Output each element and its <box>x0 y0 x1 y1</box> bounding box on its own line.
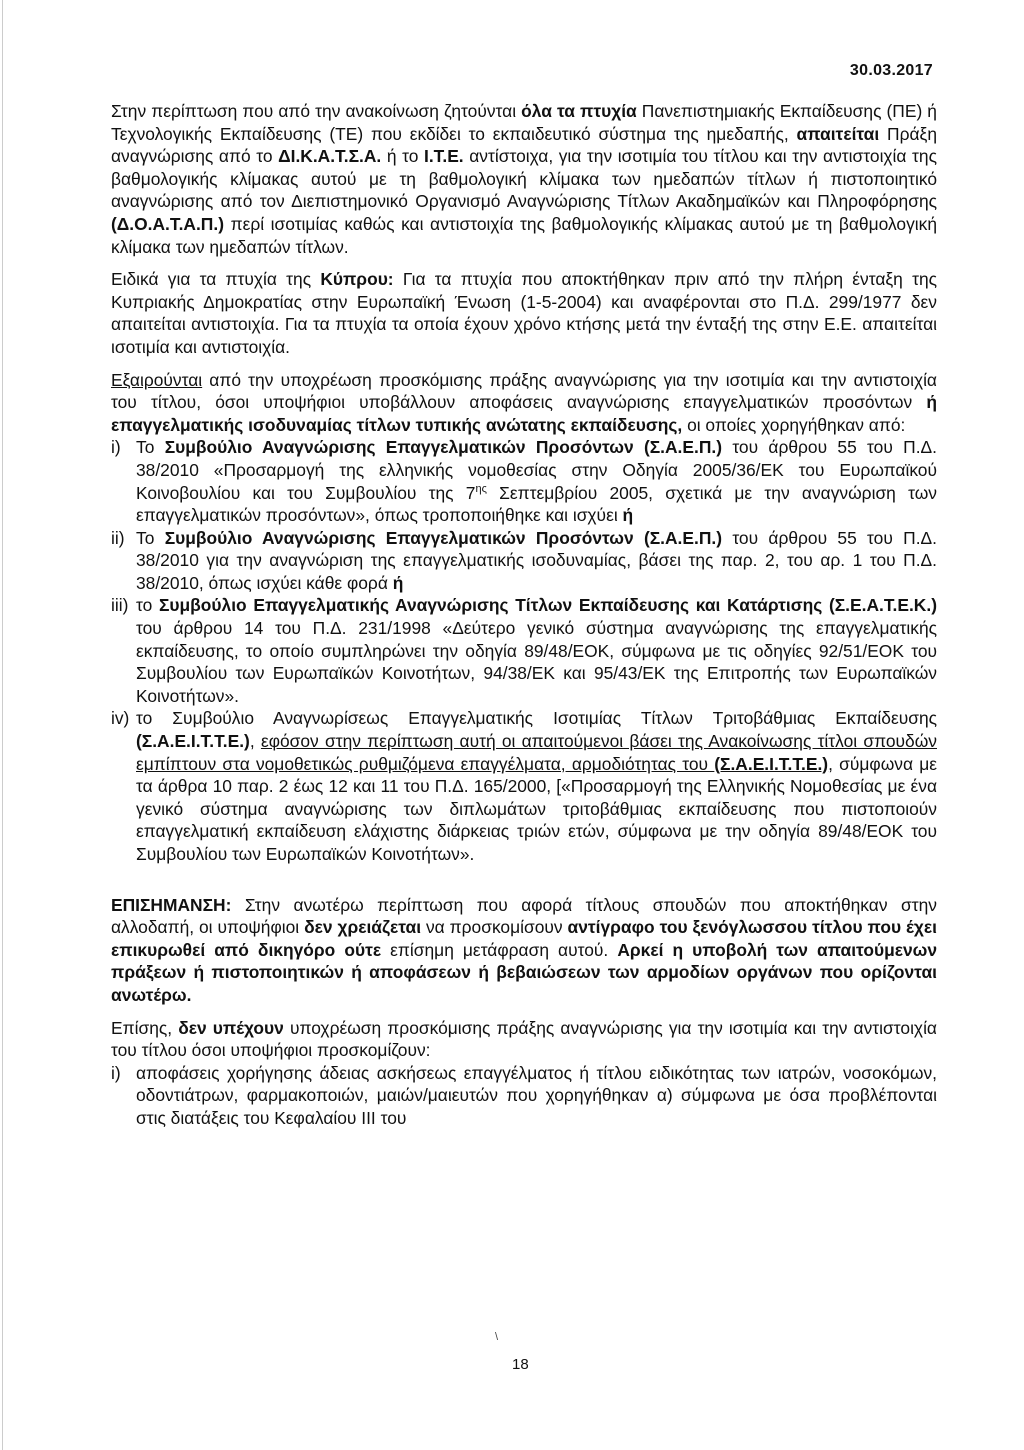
list-item-body <box>136 436 937 526</box>
bold-run: Συμβούλιο Επαγγελματικής Αναγνώρισης Τίτλων Εκπαίδευσης και Κατάρτισης (Σ.Ε.Α.Τ.Ε.Κ.) <box>158 595 937 616</box>
text-run: Ειδικά για τα πτυχία της <box>111 269 321 290</box>
underlined-run: Εξαιρούνται <box>111 369 203 390</box>
bold-run: Ι.Τ.Ε. <box>424 146 464 167</box>
list-marker: i) <box>111 437 121 458</box>
text-run: το <box>136 595 159 616</box>
bold-run: ΔΙ.Κ.Α.Τ.Σ.Α. <box>278 146 382 167</box>
underlined-run: εφόσον στην περίπτωση αυτή οι απαιτούμενοι βάσει της Ανακοίνωσης τίτλοι σπουδών εμπίπτουν στα νομοθετικώς ρυθμιζόμενα επαγγέλματα, αρμοδιότητας του <box>136 731 937 774</box>
scan-edge-line <box>2 0 3 1450</box>
text-run: του άρθρου 55 του Π.Δ. 38/2010 «Προσαρμογή της ελληνικής νομοθεσίας στην Οδηγία 2005/36/ΕΚ του Ευρωπαϊκού Κοινοβουλίου και του Συμβουλίου της 7 <box>136 437 937 503</box>
text-run: Το <box>136 527 165 548</box>
text-run: περί ισοτιμίας καθώς και αντιστοιχία της βαθμολογικής κλίμακας αυτού με τη βαθμολογική κλίμακα των ημεδαπών τίτλων. <box>111 213 937 257</box>
paragraph-also-exempt <box>111 1017 937 1062</box>
text-run: Επίσης, <box>111 1017 179 1038</box>
list-item-body <box>136 707 937 865</box>
list-marker: i) <box>111 1062 121 1083</box>
page-number: 18 <box>512 1356 529 1373</box>
text-run: οι οποίες χορηγήθηκαν από: <box>682 414 906 435</box>
text-run: το Συμβούλιο Αναγνωρίσεως Επαγγελματικής Ισοτιμίας Τίτλων Τριτοβάθμιας Εκπαίδευσης <box>136 708 937 729</box>
text-run: Στην περίπτωση που από την ανακοίνωση ζητούνται <box>111 101 522 121</box>
text-run: Για τα πτυχία που αποκτήθηκαν πριν από την πλήρη ένταξη της Κυπριακής Δημοκρατίας στην Ευρωπαϊκή Ένωση (1-5-2004) και αναφέρονται στο Π.Δ. 299/1977 δεν απαιτείται αντιστοιχία. Για τα πτυχία τα οποία έχουν χρόνο κτήσης μετά την ένταξή της στην Ε.Ε. απαιτείται ισοτιμία και αντιστοιχία. <box>111 269 937 357</box>
bold-run: (Δ.Ο.Α.Τ.Α.Π.) <box>111 213 224 234</box>
underlined-run: , <box>828 753 833 774</box>
paragraph-exemptions <box>111 369 937 437</box>
text-run: υποχρέωση προσκόμισης πράξης αναγνώρισης για την ισοτιμία και την αντιστοιχία του τίτλου όσοι υποψήφιοι προσκομίζουν: <box>111 1017 937 1061</box>
notice-heading: ΕΠΙΣΗΜΑΝΣΗ: <box>111 894 232 915</box>
text-run: Πανεπιστημιακής Εκπαίδευσης (ΠΕ) ή Τεχνολογικής Εκπαίδευσης (ΤΕ) που εκδίδει το εκπαιδευτικό σύστημα της ημεδαπής, <box>111 101 937 144</box>
list-item-body <box>136 527 937 595</box>
text-run: ή το <box>381 146 424 167</box>
bold-run: ή <box>392 572 404 593</box>
bold-run: δεν χρειάζεται <box>304 917 422 938</box>
bold-run: αντίγραφο του ξενόγλωσσου τίτλου που έχει επικυρωθεί από δικηγόρο ούτε <box>111 917 937 960</box>
text-run: Πράξη αναγνώρισης από το <box>111 123 937 167</box>
text-run: του άρθρου 14 του Π.Δ. 231/1998 «Δεύτερο γενικό σύστημα αναγνώρισης της επαγγελματικής εκπαίδευσης, το οποίο συμπληρώνει την οδηγία 89/48/ΕΟΚ, σύμφωνα με τις οδηγίες 92/51/ΕΟΚ του Συμβουλίου των Ευρωπαϊκών Κοινοτήτων, 94/38/ΕΚ και 95/43/ΕΚ της Επιτροπής των Ευρωπαϊκών Κοινοτήτων». <box>136 618 937 706</box>
text-run: Στην ανωτέρω περίπτωση που αφορά τίτλους σπουδών που αποκτήθηκαν στην αλλοδαπή, οι υποψήφιοι <box>111 894 937 938</box>
bold-run: Συμβούλιο Αναγνώρισης Επαγγελματικών Προσόντων (Σ.Α.Ε.Π.) <box>164 527 723 548</box>
paragraph-cyprus-degrees <box>111 268 937 358</box>
list-item-i <box>111 436 937 526</box>
bold-run: δεν υπέχουν <box>178 1017 284 1038</box>
superscript: ης <box>475 482 487 495</box>
bold-run: όλα τα πτυχία <box>521 101 637 121</box>
document-body <box>111 100 937 1130</box>
list-marker: iii) <box>111 595 129 616</box>
text-run: από την υποχρέωση προσκόμισης πράξης αναγνώρισης για την ισοτιμία και την αντιστοιχία του τίτλου, όσοι υποψήφιοι υποβάλλουν αποφάσεις αναγνώρισης επαγγελματικών προσόντων <box>111 369 937 413</box>
text-run: Το <box>136 437 165 458</box>
list-item-body: αποφάσεις χορήγησης άδειας ασκήσεως επαγγέλματος ή τίτλου ειδικότητας των ιατρών, νοσοκόμων, οδοντιάτρων, φαρμακοποιών, μαιών/μαιευτών που χορηγήθηκαν α) σύμφωνα με όσα προβλέπονται στις διατάξεις του Κεφαλαίου ΙΙΙ του <box>136 1062 937 1128</box>
list-item-iii <box>111 594 937 707</box>
list-item-body <box>136 594 937 707</box>
list-marker: iv) <box>111 708 130 729</box>
text-run: να προσκομίσουν <box>421 917 568 938</box>
page-date: 30.03.2017 <box>849 62 933 79</box>
text-run: επίσημη μετάφραση αυτού. <box>381 939 618 960</box>
text-run: , <box>249 731 261 752</box>
bold-run: ή επαγγελματικής ισοδυναμίας τίτλων τυπικής ανώτατης εκπαίδευσης, <box>111 392 937 435</box>
list-item-medical-licences <box>111 1062 937 1130</box>
list-item-iv <box>111 707 937 865</box>
bold-run: (Σ.Α.Ε.Ι.Τ.Τ.Ε.) <box>136 731 250 752</box>
bold-run: Αρκεί η υποβολή των απαιτούμενων πράξεων ή πιστοποιητικών ή αποφάσεων ή βεβαιώσεων των αρμοδίων οργάνων που ορίζονται ανωτέρω. <box>111 939 937 1005</box>
text-run: Σεπτεμβρίου 2005, σχετικά με την αναγνώριση των επαγγελματικών προσόντων», όπως τροποποιήθηκε και ισχύει <box>136 482 937 526</box>
text-run: σύμφωνα με τα άρθρα 10 παρ. 2 έως 12 και 11 του Π.Δ. 165/2000, [«Προσαρμογή της Ελληνικής Νομοθεσίας με ένα γενικό σύστημα αναγνώρισης των διπλωμάτων τριτοβάθμιας εκπαίδευσης που πιστοποιούν επαγγελματική εκπαίδευση ελάχιστης διάρκειας τριών ετών, σύμφωνα με την οδηγία 89/48/ΕΟΚ του Συμβουλίου των Ευρωπαϊκών Κοινοτήτων». <box>136 753 937 864</box>
scan-mark: \ <box>495 1331 499 1343</box>
paragraph-degrees-recognition <box>111 100 937 258</box>
bold-run: απαιτείται <box>796 123 880 144</box>
list-item-ii <box>111 527 937 595</box>
text-run: αντίστοιχα, για την ισοτιμία του τίτλου και την αντιστοιχία της βαθμολογικής κλίμακας αυτού με τη βαθμολογική κλίμακα των ημεδαπών τίτλων ή πιστοποιητικό αναγνώρισης από τον Διεπιστημονικό Οργανισμό Αναγνώρισης Τίτλων Ακαδημαϊκών και Πληροφόρησης <box>111 146 937 212</box>
bold-run: Κύπρου: <box>320 269 394 290</box>
bold-run: ή <box>622 505 634 526</box>
paragraph-notice <box>111 894 937 1007</box>
bold-run: Συμβούλιο Αναγνώρισης Επαγγελματικών Προσόντων (Σ.Α.Ε.Π.) <box>164 437 723 458</box>
text-run: του άρθρου 55 του Π.Δ. 38/2010 για την αναγνώριση της επαγγελματικής ισοδυναμίας, βάσει της παρ. 2, του αρ. 1 του Π.Δ. 38/2010, όπως ισχύει κάθε φορά <box>136 527 937 593</box>
list-marker: ii) <box>111 527 125 548</box>
bold-underlined-run: (Σ.Α.Ε.Ι.Τ.Τ.Ε.) <box>714 753 829 774</box>
